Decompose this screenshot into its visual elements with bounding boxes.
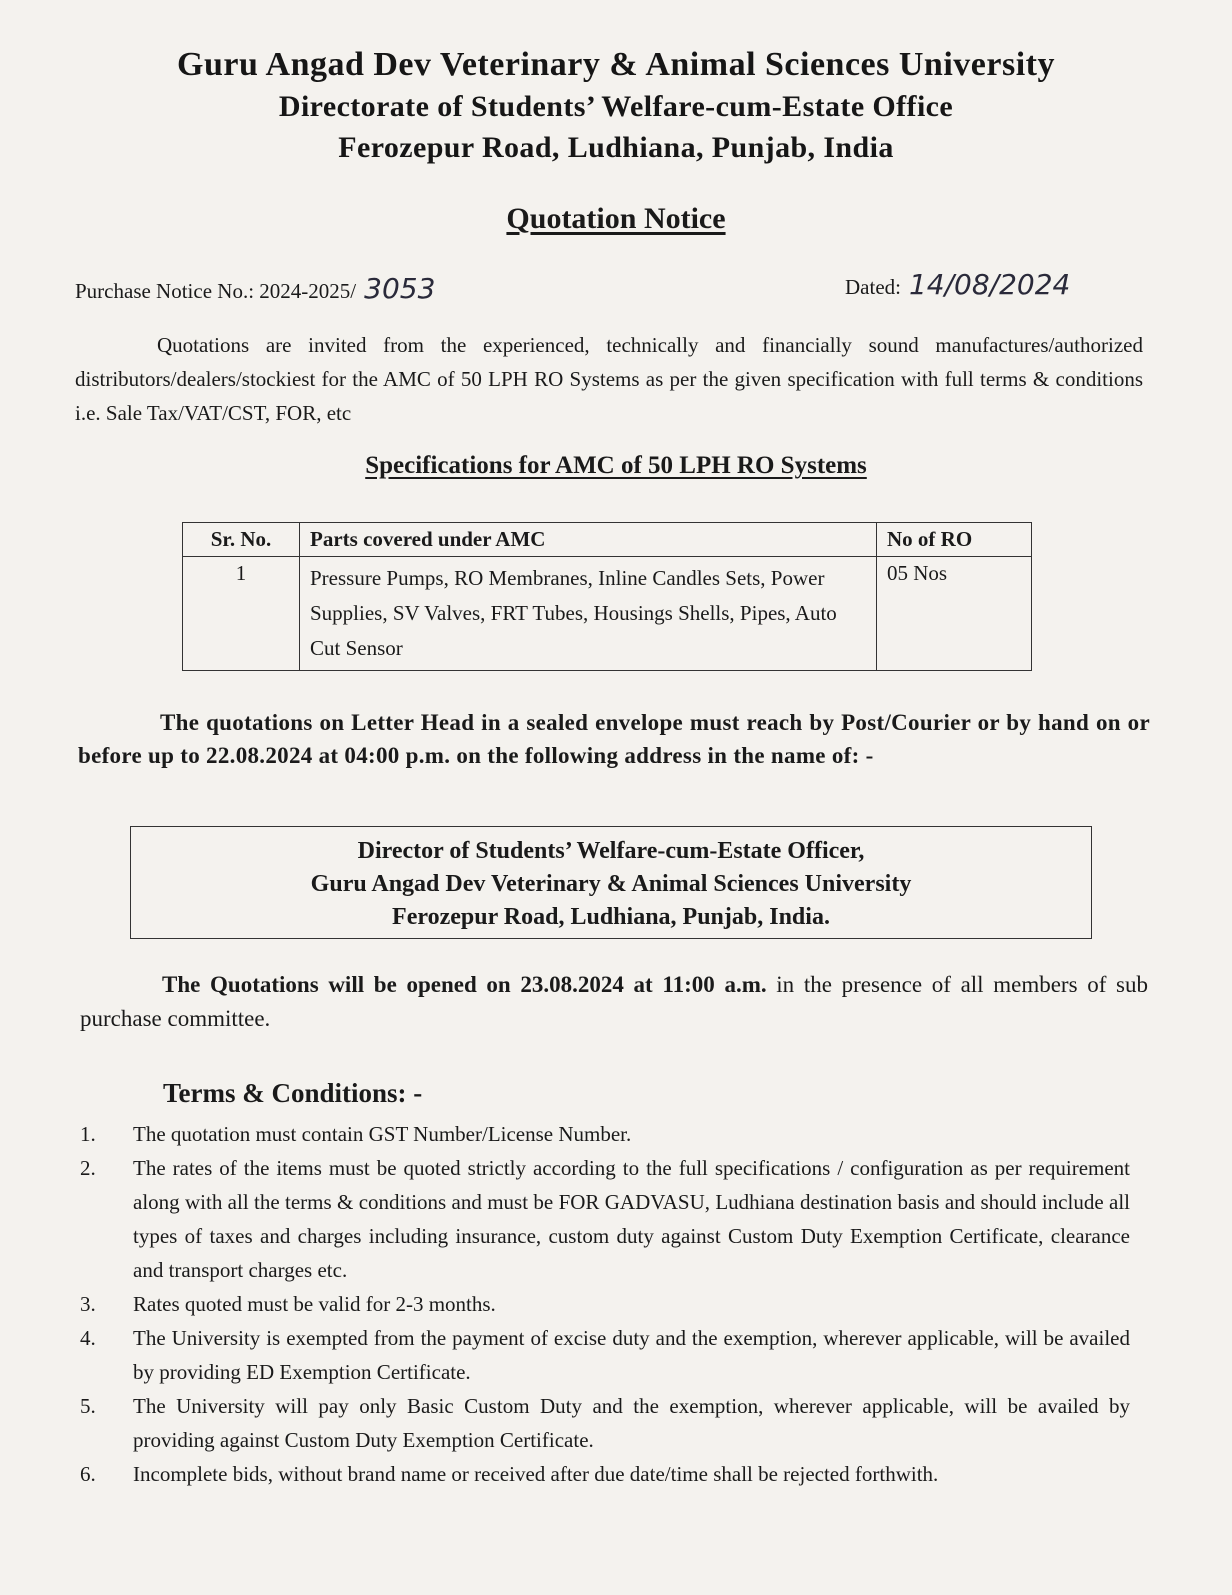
term-text: The University is exempted from the payment of excise duty and the exemption, wherever applicable, will be availed by providing ED Exemption Certificate.: [133, 1326, 1130, 1384]
list-item: [80, 1117, 1130, 1151]
handwritten-notice-number: 3053: [364, 272, 436, 305]
opening-rest-text: in the presence of all members of sub purchase committee.: [80, 972, 1148, 1031]
document-title-text: Quotation Notice: [506, 202, 726, 235]
university-address: Ferozepur Road, Ludhiana, Punjab, India: [338, 131, 894, 164]
notice-date: [845, 268, 1070, 301]
university-name: Guru Angad Dev Veterinary & Animal Sciences University: [177, 46, 1055, 83]
opening-paragraph: [80, 968, 1148, 1036]
purchase-notice-number: [75, 272, 435, 305]
list-item: [80, 1321, 1130, 1389]
cell-no-of-ro: 05 Nos: [877, 557, 1032, 671]
terms-heading: Terms & Conditions: -: [163, 1078, 423, 1108]
purchase-notice-label: Purchase Notice No.: 2024-2025/: [75, 279, 357, 303]
header-sr-no: Sr. No.: [183, 523, 300, 557]
specifications-heading: [0, 452, 1232, 480]
document-title: [0, 202, 1232, 236]
term-text: Incomplete bids, without brand name or received after due date/time shall be rejected forthwith.: [133, 1462, 939, 1486]
list-item: [80, 1389, 1130, 1457]
address-line-1: Director of Students’ Welfare-cum-Estate Officer,: [357, 838, 865, 864]
term-number: 2.: [80, 1156, 96, 1180]
cell-parts: Pressure Pumps, RO Membranes, Inline Candles Sets, Power Supplies, SV Valves, FRT Tubes, Housings Shells, Pipes, Auto Cut Sensor: [300, 557, 877, 671]
dated-label: Dated:: [845, 275, 901, 299]
term-number: 6.: [80, 1462, 96, 1486]
table-header-row: [183, 523, 1032, 557]
submission-paragraph: The quotations on Letter Head in a sealed envelope must reach by Post/Courier or by hand on or before up to 22.08.2024 at 04:00 p.m. on the following address in the name of: -: [78, 710, 1150, 768]
term-text: The quotation must contain GST Number/License Number.: [133, 1122, 632, 1146]
terms-list: [80, 1117, 1130, 1491]
term-text: The University will pay only Basic Custom Duty and the exemption, wherever applicable, will be availed by providing against Custom Duty Exemption Certificate.: [133, 1394, 1130, 1452]
header-no-of-ro: No of RO: [877, 523, 1032, 557]
cell-sr-no: 1: [183, 557, 300, 671]
list-item: [80, 1287, 1130, 1321]
specifications-table: [182, 522, 1032, 671]
address-line-2: Guru Angad Dev Veterinary & Animal Sciences University: [310, 871, 912, 897]
table-row: [183, 557, 1032, 671]
list-item: [80, 1457, 1130, 1491]
list-item: [80, 1151, 1130, 1287]
directorate-name: Directorate of Students’ Welfare-cum-Estate Office: [278, 90, 954, 123]
intro-paragraph: Quotations are invited from the experienced, technically and financially sound manufactures/authorized distributors/dealers/stockiest for the AMC of 50 LPH RO Systems as per the given specification with full terms & conditions i.e. Sale Tax/VAT/CST, FOR, etc: [75, 333, 1143, 425]
term-number: 1.: [80, 1122, 96, 1146]
term-number: 4.: [80, 1326, 96, 1350]
header-parts: Parts covered under AMC: [300, 523, 877, 557]
term-number: 3.: [80, 1292, 96, 1316]
handwritten-date: 14/08/2024: [908, 268, 1071, 301]
address-box: [130, 826, 1092, 939]
term-text: The rates of the items must be quoted strictly according to the full specifications / configuration as per requirement along with all the terms & conditions and must be FOR GADVASU, Ludhiana destination basis and should include all types of taxes and charges including insurance, custom duty against Custom Duty Exemption Certificate, clearance and transport charges etc.: [133, 1156, 1130, 1282]
specifications-heading-text: Specifications for AMC of 50 LPH RO Systems: [365, 452, 867, 479]
address-line-3: Ferozepur Road, Ludhiana, Punjab, India.: [392, 904, 830, 930]
term-number: 5.: [80, 1394, 96, 1418]
opening-date-text: The Quotations will be opened on 23.08.2024 at 11:00 a.m.: [162, 972, 767, 997]
term-text: Rates quoted must be valid for 2-3 months.: [133, 1292, 496, 1316]
